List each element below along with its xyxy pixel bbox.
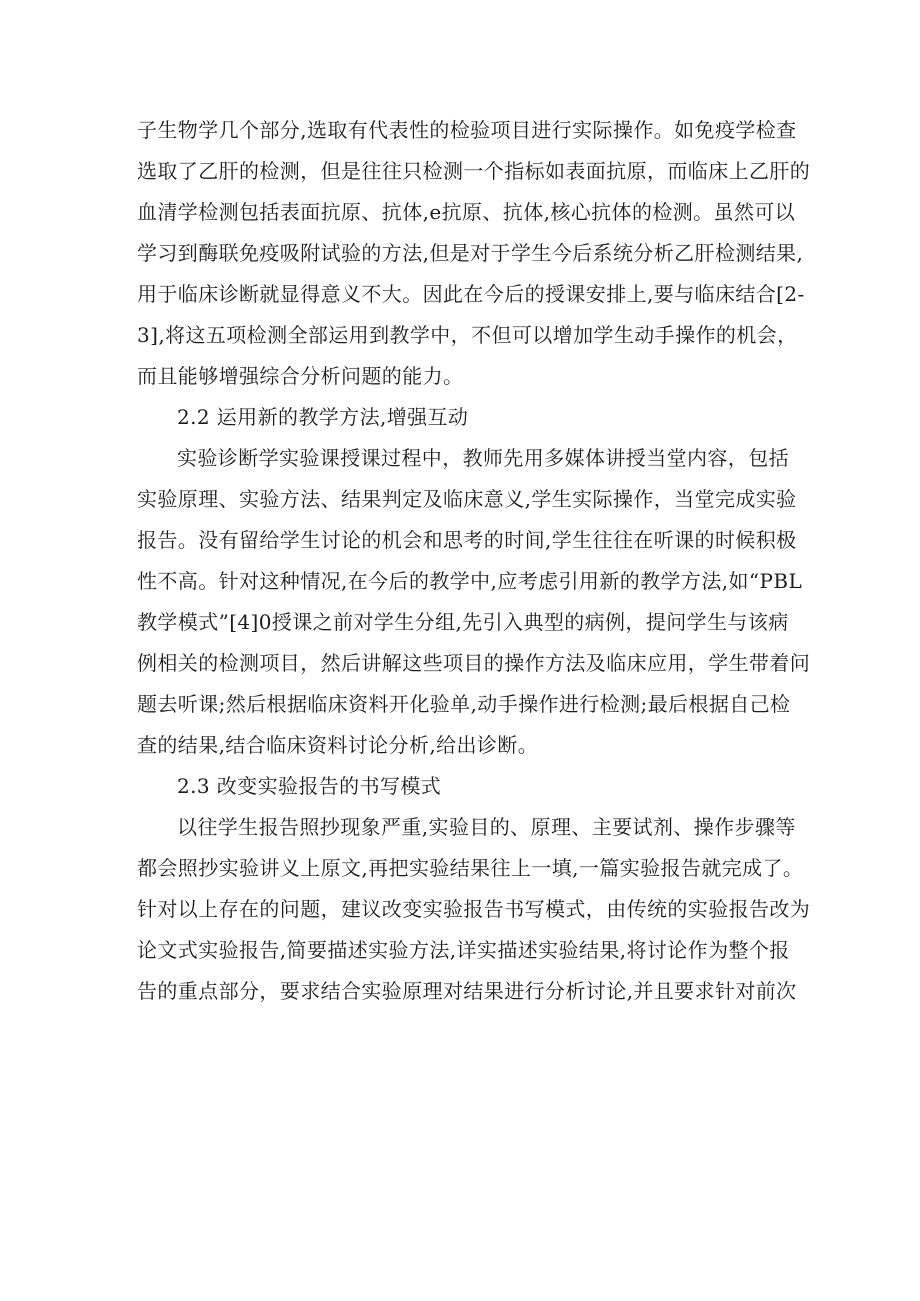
text-line: 都会照抄实验讲义上原文,再把实验结果往上一填,一篇实验报告就完成了。 [137, 856, 804, 880]
section-heading-2-2: 2.2 运用新的教学方法,增强互动 [177, 405, 469, 429]
text-line: 针对以上存在的问题，建议改变实验报告书写模式，由传统的实验报告改为 [137, 897, 811, 921]
text-line: 学习到酶联免疫吸附试验的方法,但是对于学生今后系统分析乙肝检测结果, [137, 241, 804, 265]
text-line: 选取了乙肝的检测，但是往往只检测一个指标如表面抗原，而临床上乙肝的 [137, 159, 811, 183]
text-line: 教学模式”[4]0授课之前对学生分组,先引入典型的病例，提问学生与该病 [137, 610, 789, 634]
text-line: 论文式实验报告,简要描述实验方法,详实描述实验结果,将讨论作为整个报 [137, 938, 790, 962]
text-line: 告的重点部分，要求结合实验原理对结果进行分析讨论,并且要求针对前次 [137, 979, 797, 1003]
text-line: 性不高。针对这种情况,在今后的教学中,应考虑引用新的教学方法,如“PBL [137, 569, 803, 593]
paragraph-3 [137, 807, 811, 1012]
text-line: 而且能够增强综合分析问题的能力。 [137, 364, 464, 388]
text-line: 报告。没有留给学生讨论的机会和思考的时间,学生往往在听课的时候积极 [137, 528, 797, 552]
text-line: 查的结果,结合临床资料讨论分析,给出诊断。 [137, 733, 539, 757]
text-line: 子生物学几个部分,选取有代表性的检验项目进行实际操作。如免疫学检查 [137, 118, 797, 142]
text-line: 实验诊断学实验课授课过程中，教师先用多媒体讲授当堂内容，包括 [177, 446, 789, 470]
paragraph-2 [137, 438, 811, 766]
text-line: 实验原理、实验方法、结果判定及临床意义,学生实际操作，当堂完成实验 [137, 487, 797, 511]
paragraph-1 [137, 110, 811, 397]
text-line: 血清学检测包括表面抗原、抗体,e抗原、抗体,核心抗体的检测。虽然可以 [137, 200, 796, 224]
text-line: 例相关的检测项目，然后讲解这些项目的操作方法及临床应用，学生带着问 [137, 651, 811, 675]
text-line: 以往学生报告照抄现象严重,实验目的、原理、主要试剂、操作步骤等 [177, 815, 796, 839]
text-line: 3],将这五项检测全部运用到教学中，不但可以增加学生动手操作的机会， [137, 323, 798, 347]
document-body [137, 110, 811, 1012]
text-line: 题去听课;然后根据临床资料开化验单,动手操作进行检测;最后根据自己检 [137, 692, 791, 716]
text-line: 用于临床诊断就显得意义不大。因此在今后的授课安排上,要与临床结合[2- [137, 282, 805, 306]
section-heading-2-3: 2.3 改变实验报告的书写模式 [177, 774, 442, 798]
